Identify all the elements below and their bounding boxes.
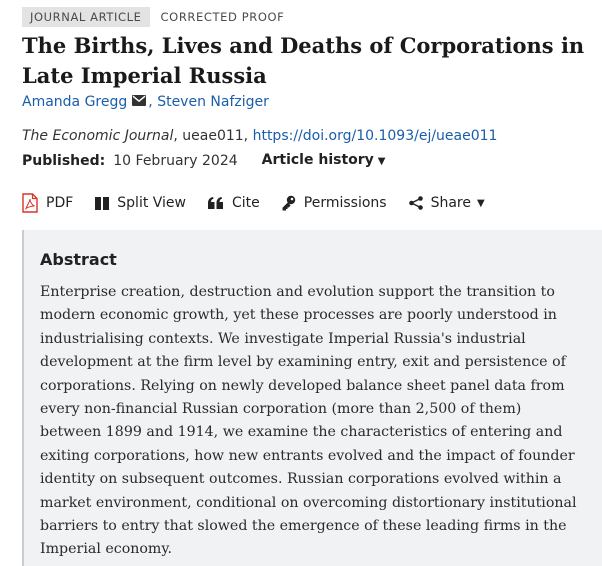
article-badges xyxy=(22,7,284,27)
split-view-label: Split View xyxy=(117,195,186,211)
abstract-section xyxy=(22,230,602,566)
caret-down-icon: ▼ xyxy=(377,156,386,167)
pdf-icon xyxy=(22,193,38,213)
cite-button[interactable] xyxy=(208,195,260,211)
article-type-badge: JOURNAL ARTICLE xyxy=(22,7,150,27)
published-label: Published: xyxy=(22,153,106,169)
author-list xyxy=(22,93,269,111)
abstract-text: Enterprise creation, destruction and evolution support the transition to modern economic growth, yet these processes are poorly understood in industrialising contexts. We investigate Imperial Russia's industrial development at the firm level by examining entry, exit and persistence of corporations. Relying on newly developed balance sheet panel data from every non-financial Russian corporation (more than 2,500 of them) between 1899 and 1914, we examine the characteristics of entering and exiting corporations, how new entrants evolved and the impact of founder identity on subsequent outcomes. Russian corporations evolved within a market environment, conditional on overcoming distortionary institutional barriers to entry that slowed the emergence of these leading firms in the Imperial economy. xyxy=(40,284,577,558)
pdf-label: PDF xyxy=(46,195,74,211)
citation-line xyxy=(22,127,497,145)
author-link-nafziger[interactable]: Steven Nafziger xyxy=(157,94,269,110)
quote-icon xyxy=(208,197,224,209)
author-link-gregg[interactable]: Amanda Gregg xyxy=(22,94,128,110)
key-icon xyxy=(282,195,296,211)
envelope-icon[interactable] xyxy=(132,93,146,111)
publication-row xyxy=(22,151,386,171)
split-view-button[interactable] xyxy=(95,195,186,211)
article-history-toggle[interactable] xyxy=(262,151,386,171)
cite-label: Cite xyxy=(232,195,260,211)
caret-down-icon: ▼ xyxy=(477,197,485,209)
article-toolbar xyxy=(22,191,507,215)
article-id: , ueae011, xyxy=(173,128,253,144)
journal-name: The Economic Journal xyxy=(22,128,174,144)
author-separator: , xyxy=(148,94,158,110)
permissions-label: Permissions xyxy=(303,195,387,211)
share-label: Share xyxy=(430,195,471,211)
article-history-label: Article history xyxy=(261,152,374,168)
doi-link[interactable]: https://doi.org/10.1093/ej/ueae011 xyxy=(252,128,498,144)
share-icon xyxy=(409,196,423,210)
permissions-button[interactable] xyxy=(282,195,387,211)
split-view-icon xyxy=(95,197,109,210)
pdf-button[interactable] xyxy=(22,193,73,213)
article-status-badge: CORRECTED PROOF xyxy=(160,10,285,24)
share-button[interactable] xyxy=(409,195,485,211)
published-date: 10 February 2024 xyxy=(113,153,238,169)
article-title: The Births, Lives and Deaths of Corporations in Late Imperial Russia xyxy=(22,33,585,88)
abstract-heading: Abstract xyxy=(40,250,117,269)
